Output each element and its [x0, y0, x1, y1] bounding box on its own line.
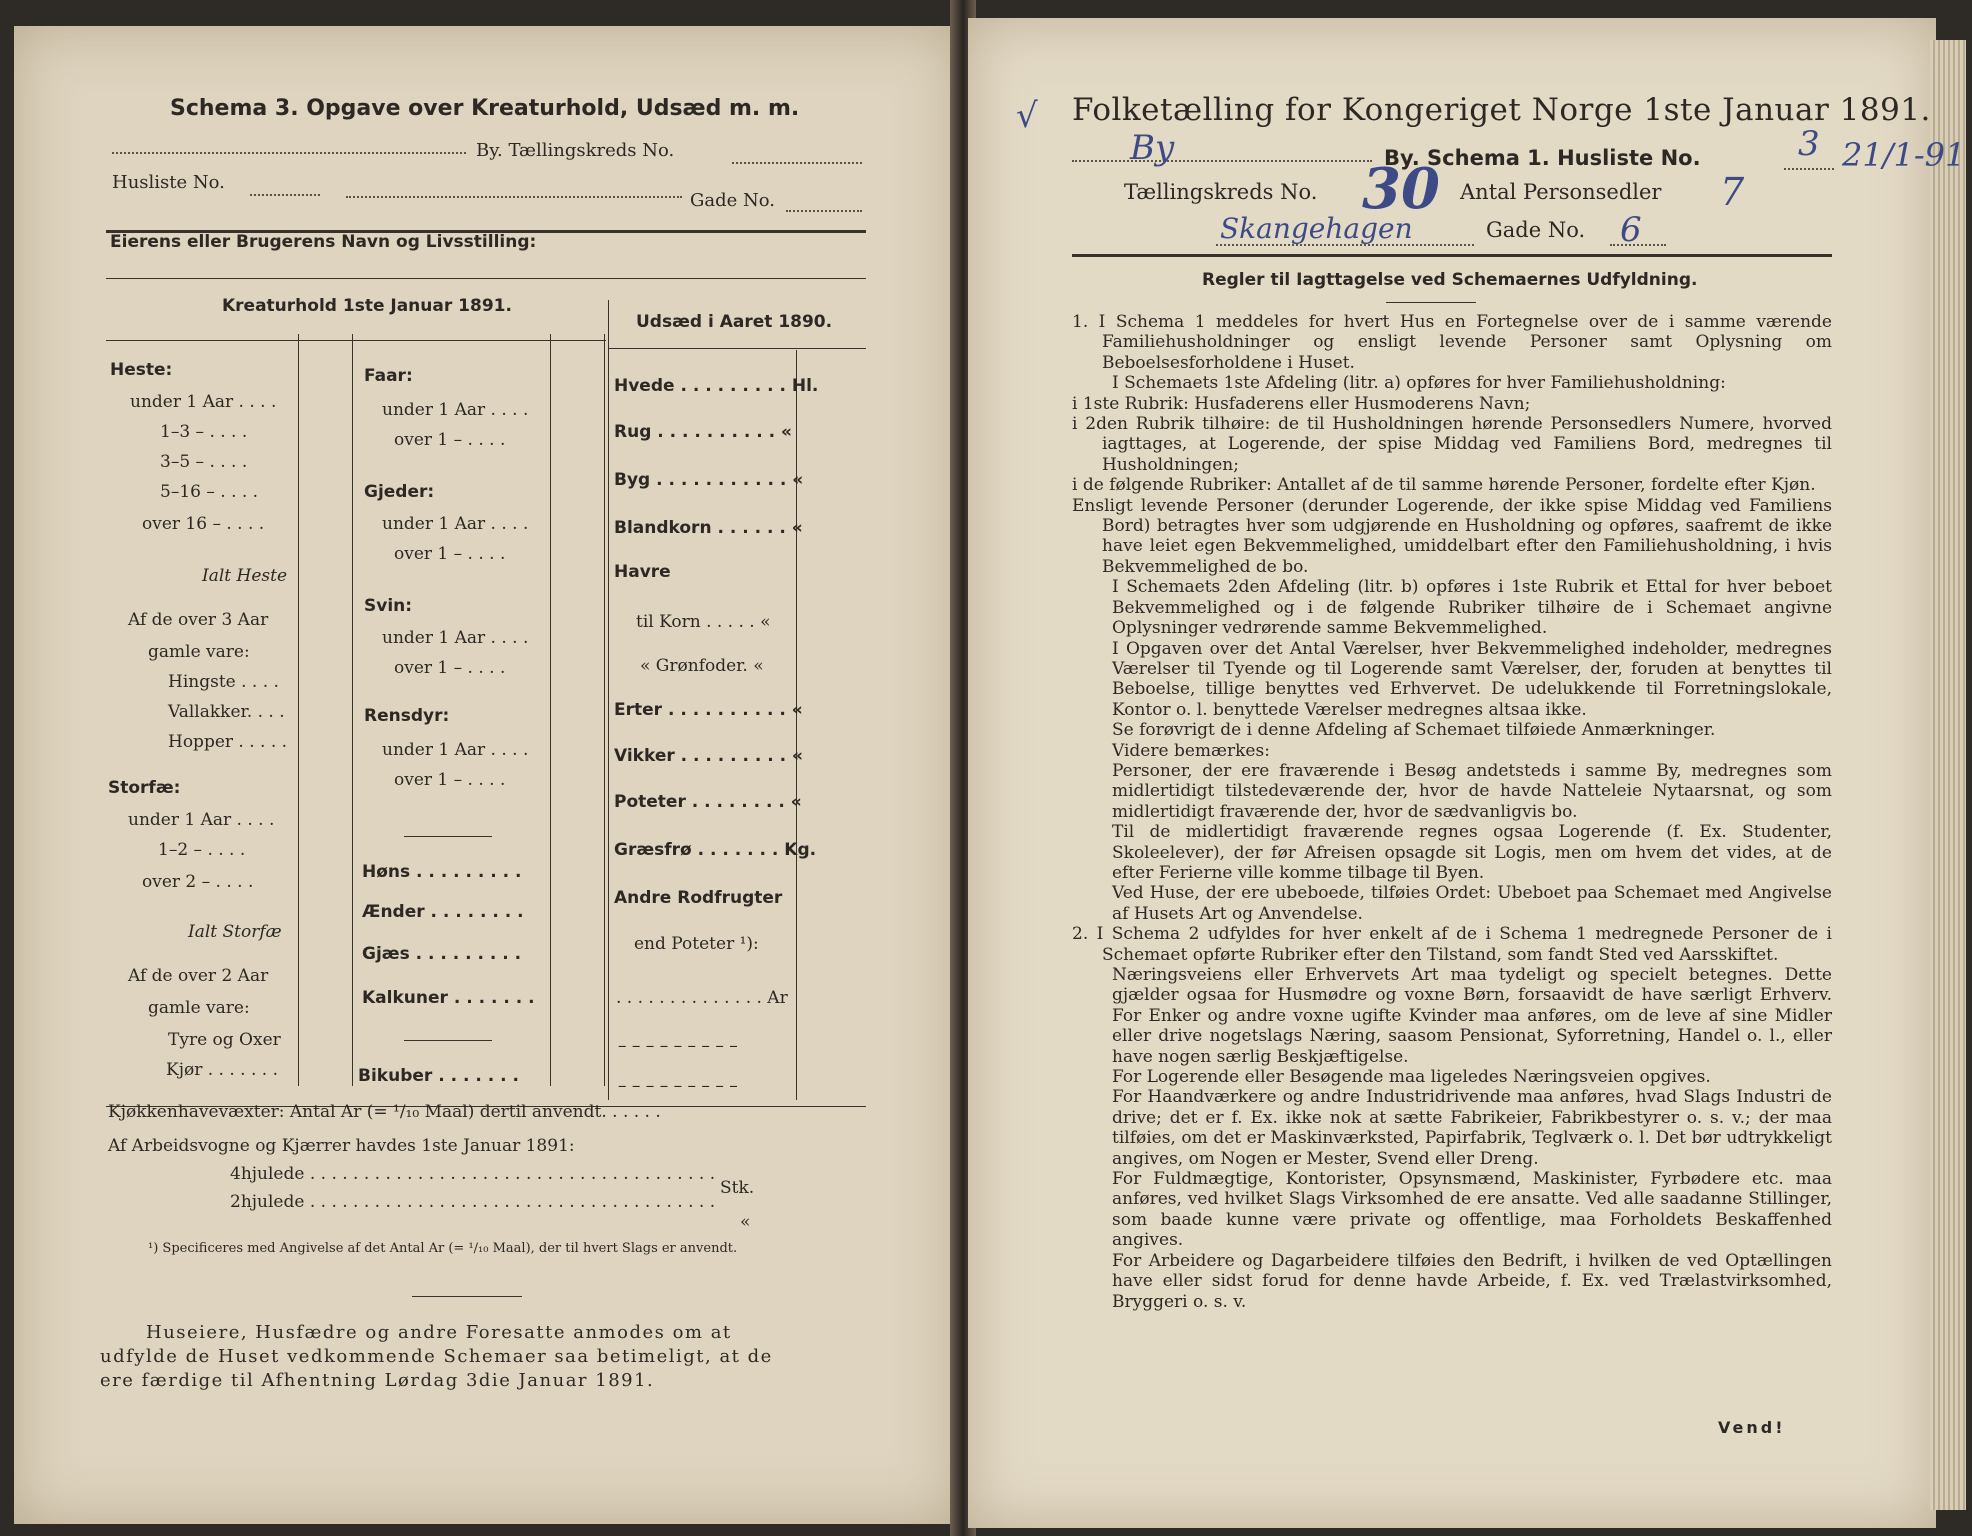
col2-item: Kalkuner . . . . . . .: [362, 988, 535, 1008]
vend-label: Vend!: [1718, 1418, 1786, 1437]
col3-item: Byg . . . . . . . . . . . «: [614, 470, 804, 490]
col3-item: Poteter . . . . . . . . «: [614, 792, 802, 812]
census-title: Folketælling for Kongeriget Norge 1ste Januar 1891.: [1072, 92, 1931, 128]
col2-item: Faar:: [364, 366, 413, 386]
rule-paragraph: For Logerende eller Besøgende maa ligeledes Næringsveien opgives.: [1112, 1067, 1711, 1088]
col3-item: – – – – – – – – –: [618, 1036, 738, 1056]
col2-item: over 1 – . . . .: [394, 544, 506, 564]
by-line: [112, 152, 466, 154]
rule-paragraph: For Haandværkere og andre Industridrivende maa anføres, hvad Slags Industri de drive; det er f. Ex. ikke nok at sætte Fabrikeier, Fabrikbestyrer o. s. v.; der maa tilføies, om det er Maskinværksted, Papirfabrik, Teglværk o. l. Det bør udtrykkeligt angives, om Nogen er Mester, Svend eller Dreng.: [1112, 1087, 1832, 1169]
col2-item: over 1 – . . . .: [394, 430, 506, 450]
right-header-rule: [1072, 254, 1832, 257]
col3-item: end Poteter ¹):: [634, 934, 759, 954]
col3-item: Blandkorn . . . . . . «: [614, 518, 803, 538]
col1-item: Af de over 3 Aar: [128, 610, 269, 630]
gade-no-line-right: [1610, 244, 1666, 246]
col2-item: over 1 – . . . .: [394, 770, 506, 790]
to-hjul-ditto: «: [740, 1212, 751, 1232]
col1-item: Ialt Storfæ: [188, 922, 282, 942]
col1-item: Kjør . . . . . . .: [166, 1060, 278, 1080]
gade-no-line: [786, 210, 862, 212]
rule-paragraph: For Arbeidere og Dagarbeidere tilføies den Bedrift, i hvilken de ved Optællingen have eller sidst forud for denne havde Arbeide, f. Ex. ved Trælastvirksomhed, Bryggeri o. s. v.: [1112, 1250, 1832, 1312]
col3-item: Hvede . . . . . . . . . Hl.: [614, 376, 819, 396]
col2-divider: [550, 334, 551, 1086]
kreds-line: [732, 162, 862, 164]
col2-sep: [404, 836, 492, 837]
rule-paragraph: i de følgende Rubriker: Antallet af de til samme hørende Personer, fordelte efter Kjøn.: [1072, 475, 1816, 496]
rule-paragraph: 1. I Schema 1 meddeles for hvert Hus en Fortegnelse over de i samme værende Familiehusholdninger og ensligt levende Personer samt Oplysning om Beboelsesforholdene i Huset.: [1072, 312, 1832, 373]
col1-item: gamle vare:: [148, 642, 250, 662]
col1-item: over 2 – . . . .: [142, 872, 254, 892]
footnote-rule: [412, 1296, 522, 1297]
gade-label: Gade No.: [690, 190, 775, 211]
col3-item: til Korn . . . . . «: [636, 612, 771, 632]
col1-item: Storfæ:: [108, 778, 181, 798]
stk-label: Stk.: [720, 1178, 755, 1198]
col3-item: Erter . . . . . . . . . . «: [614, 700, 803, 720]
rule-paragraph: I Schemaets 2den Afdeling (litr. b) opføres i 1ste Rubrik et Ettal for hver beboet Bekvemmelighed og i de følgende Rubriker tilhøire de i Schemaet angivne Oplysninger vedrørende samme Bekvemmelighed.: [1112, 577, 1832, 639]
schema3-title: Schema 3. Opgave over Kreaturhold, Udsæd m. m.: [170, 96, 800, 121]
closing-line: udfylde de Huset vedkommende Schemaer saa betimeligt, at de: [100, 1346, 773, 1367]
col2-box-divider: [604, 334, 605, 1086]
rule-paragraph: I Schemaets 1ste Afdeling (litr. a) opføres for hver Familiehusholdning:: [1112, 373, 1726, 394]
col2-item: Ænder . . . . . . . .: [362, 902, 524, 922]
rule-paragraph: I Opgaven over det Antal Værelser, hver Bekvemmelighed indeholder, medregnes Værelser til Tyende og til Logerende samt Værelser, der, foruden at benyttes til Beboelse, tillige benyttes ved Erhvervet. De udelukkende til Forretningslokale, Kontor o. l. benyttede Værelser medregnes altsaa ikke.: [1112, 638, 1832, 720]
gade-label-right: Gade No.: [1486, 218, 1586, 242]
col2-item: Svin:: [364, 596, 413, 616]
handwritten-kreds-no: 30: [1362, 156, 1440, 222]
gade-name-line-right: [1216, 244, 1474, 246]
closing-line: ere færdige til Afhentning Lørdag 3die Januar 1891.: [100, 1370, 655, 1391]
col3-item: Havre: [614, 562, 671, 582]
handwritten-by: By: [1130, 128, 1175, 168]
rules-heading: Regler til Iagttagelse ved Schemaernes Udfyldning.: [1202, 270, 1698, 290]
rule-paragraph: Til de midlertidigt fraværende regnes ogsaa Logerende (f. Ex. Studenter, Skoleelever), der før Afreisen opsagde sit Logis, men om hvem det vides, at de efter Ferierne ville komme tilbage til Byen.: [1112, 822, 1832, 883]
handwritten-check-mark: √: [1016, 96, 1038, 136]
col1-item: over 16 – . . . .: [142, 514, 265, 534]
by-label: By. Tællingskreds No.: [476, 140, 675, 161]
col1-item: Af de over 2 Aar: [128, 966, 269, 986]
husliste-label: Husliste No.: [112, 172, 225, 193]
col1-item: Vallakker. . . .: [168, 702, 285, 722]
udsaed-divider: [608, 300, 609, 1100]
rule-paragraph: 2. I Schema 2 udfyldes for hver enkelt af de i Schema 1 medregnede Personer de i Schemaet opførte Rubriker efter den Tilstand, som fandt Sted ved Aarsskiftet.: [1072, 924, 1832, 965]
personsedler-label: Antal Personsedler: [1460, 180, 1662, 204]
rules-text: [1072, 304, 1832, 1312]
eier-rule: [106, 278, 866, 279]
husliste-line: [250, 194, 320, 196]
schema1-line: By. Schema 1. Husliste No.: [1384, 146, 1701, 170]
handwritten-personsedler: 7: [1720, 170, 1745, 214]
rules-heading-rule: [1386, 302, 1476, 303]
col1-item: Heste:: [110, 360, 173, 380]
handwritten-date: 21/1-91: [1842, 136, 1966, 174]
col1-item: Hopper . . . . .: [168, 732, 288, 752]
col1-item: under 1 Aar . . . .: [128, 810, 275, 830]
col1-item: 3–5 – . . . .: [160, 452, 248, 472]
eier-label: Eierens eller Brugerens Navn og Livsstilling:: [110, 232, 537, 252]
col2-item: Bikuber . . . . . . .: [358, 1066, 519, 1086]
col1-divider: [298, 334, 299, 1086]
rule-paragraph: Personer, der ere fraværende i Besøg andetsteds i samme By, medregnes som midlertidigt tilstedeværende der, hvor de havde Natteleie Nytaarsnat, og som midlertidigt fraværende der, hvor de sædvanligvis bo.: [1112, 760, 1832, 822]
rule-paragraph: Videre bemærkes:: [1112, 740, 1270, 761]
rule-paragraph: i 1ste Rubrik: Husfaderens eller Husmoderens Navn;: [1072, 393, 1531, 414]
col2-item: over 1 – . . . .: [394, 658, 506, 678]
col2-item: Gjeder:: [364, 482, 435, 502]
arbeids-line: Af Arbeidsvogne og Kjærrer havdes 1ste Januar 1891:: [108, 1136, 575, 1156]
kreds-label: Tællingskreds No.: [1124, 180, 1318, 204]
closing-line: Huseiere, Husfædre og andre Foresatte anmodes om at: [146, 1322, 732, 1343]
col1-item: Tyre og Oxer: [168, 1030, 281, 1050]
kreaturhold-header: Kreaturhold 1ste Januar 1891.: [222, 296, 512, 316]
handwritten-gade-name: Skangehagen: [1220, 212, 1413, 245]
col1-item: 1–2 – . . . .: [158, 840, 246, 860]
col2-sep: [404, 1040, 492, 1041]
rule-paragraph: For Fuldmægtige, Kontorister, Opsynsmænd, Maskinister, Fyrbødere etc. maa anføres, ved hvilket Slags Virksomhed de ere ansatte. Ved alle saadanne Stillinger, som baade kunne være private og offentlige, maa Forholdets Beskaffenhed angives.: [1112, 1169, 1832, 1251]
rule-paragraph: i 2den Rubrik tilhøire: de til Husholdningen hørende Personsedlers Numere, hvorved iagttages, at Logerende, der spise Middag ved Familiens Bord, medregnes til Husholdningen;: [1072, 414, 1832, 475]
fire-hjul-line: 4hjulede . . . . . . . . . . . . . . . . . . . . . . . . . . . . . . . . . . . . . .: [230, 1164, 716, 1184]
col1-item: 5–16 – . . . .: [160, 482, 259, 502]
handwritten-gade-no: 6: [1620, 210, 1642, 250]
by-field-line: [1072, 160, 1372, 162]
col2-item: under 1 Aar . . . .: [382, 514, 529, 534]
page-edges: [1930, 40, 1966, 1510]
col2-item: Høns . . . . . . . . .: [362, 862, 522, 882]
col1-box-divider: [352, 334, 353, 1086]
rule-paragraph: Næringsveiens eller Erhvervets Art maa tydeligt og specielt betegnes. Dette gjælder ogsaa for Husmødre og voxne Børn, forsaavidt de have særligt Erhverv. For Enker og andre voxne ugifte Kvinder maa anføres, om de leve af sine Midler eller drive nogetslags Næring, saasom Pensionat, Syforretning, Handel o. l., eller have nogen særlig Beskjæftigelse.: [1112, 965, 1832, 1067]
rule-paragraph: Ved Huse, der ere ubeboede, tilføies Ordet: Ubeboet paa Schemaet med Angivelse af Husets Art og Anvendelse.: [1112, 883, 1832, 924]
col2-item: Rensdyr:: [364, 706, 450, 726]
rule-paragraph: Se forøvrigt de i denne Afdeling af Schemaet tilføiede Anmærkninger.: [1112, 720, 1716, 741]
col2-item: under 1 Aar . . . .: [382, 400, 529, 420]
col3-item: Græsfrø . . . . . . . Kg.: [614, 840, 817, 860]
col1-item: under 1 Aar . . . .: [130, 392, 277, 412]
to-hjul-line: 2hjulede . . . . . . . . . . . . . . . . . . . . . . . . . . . . . . . . . . . . . .: [230, 1192, 716, 1212]
gade-name-line: [346, 196, 682, 198]
udsaed-rule: [608, 348, 866, 349]
col2-item: Gjæs . . . . . . . . .: [362, 944, 522, 964]
rule-paragraph: Ensligt levende Personer (derunder Logerende, der ikke spise Middag ved Familiens Bord) betragtes hver som udgjørende en Husholdning og opføres, saafremt de ikke have leiet egen Bekvemmelighed, umiddelbart efter den Familiehusholdning, i hvis Bekvemmelighed de bo.: [1072, 495, 1832, 577]
col3-item: Vikker . . . . . . . . . «: [614, 746, 804, 766]
col3-divider: [796, 350, 797, 1100]
col1-item: 1–3 – . . . .: [160, 422, 248, 442]
col1-item: Ialt Heste: [202, 566, 288, 586]
kreatur-rule: [106, 340, 606, 341]
col3-item: Rug . . . . . . . . . . «: [614, 422, 793, 442]
col2-item: under 1 Aar . . . .: [382, 628, 529, 648]
footnote: ¹) Specificeres med Angivelse af det Antal Ar (= ¹/₁₀ Maal), der til hvert Slags er anvendt.: [148, 1241, 738, 1256]
col3-item: « Grønfoder. «: [640, 656, 764, 676]
col2-item: under 1 Aar . . . .: [382, 740, 529, 760]
handwritten-husliste-no: 3: [1798, 124, 1820, 164]
kjokken-line: Kjøkkenhavevæxter: Antal Ar (= ¹/₁₀ Maal) dertil anvendt. . . . . .: [108, 1102, 661, 1122]
udsaed-header: Udsæd i Aaret 1890.: [636, 312, 833, 332]
col1-item: gamle vare:: [148, 998, 250, 1018]
col3-item: – – – – – – – – –: [618, 1076, 738, 1096]
husliste-field-line: [1784, 168, 1834, 170]
col3-item: . . . . . . . . . . . . . . Ar: [616, 988, 788, 1008]
col1-item: Hingste . . . .: [168, 672, 279, 692]
col3-item: Andre Rodfrugter: [614, 888, 783, 908]
